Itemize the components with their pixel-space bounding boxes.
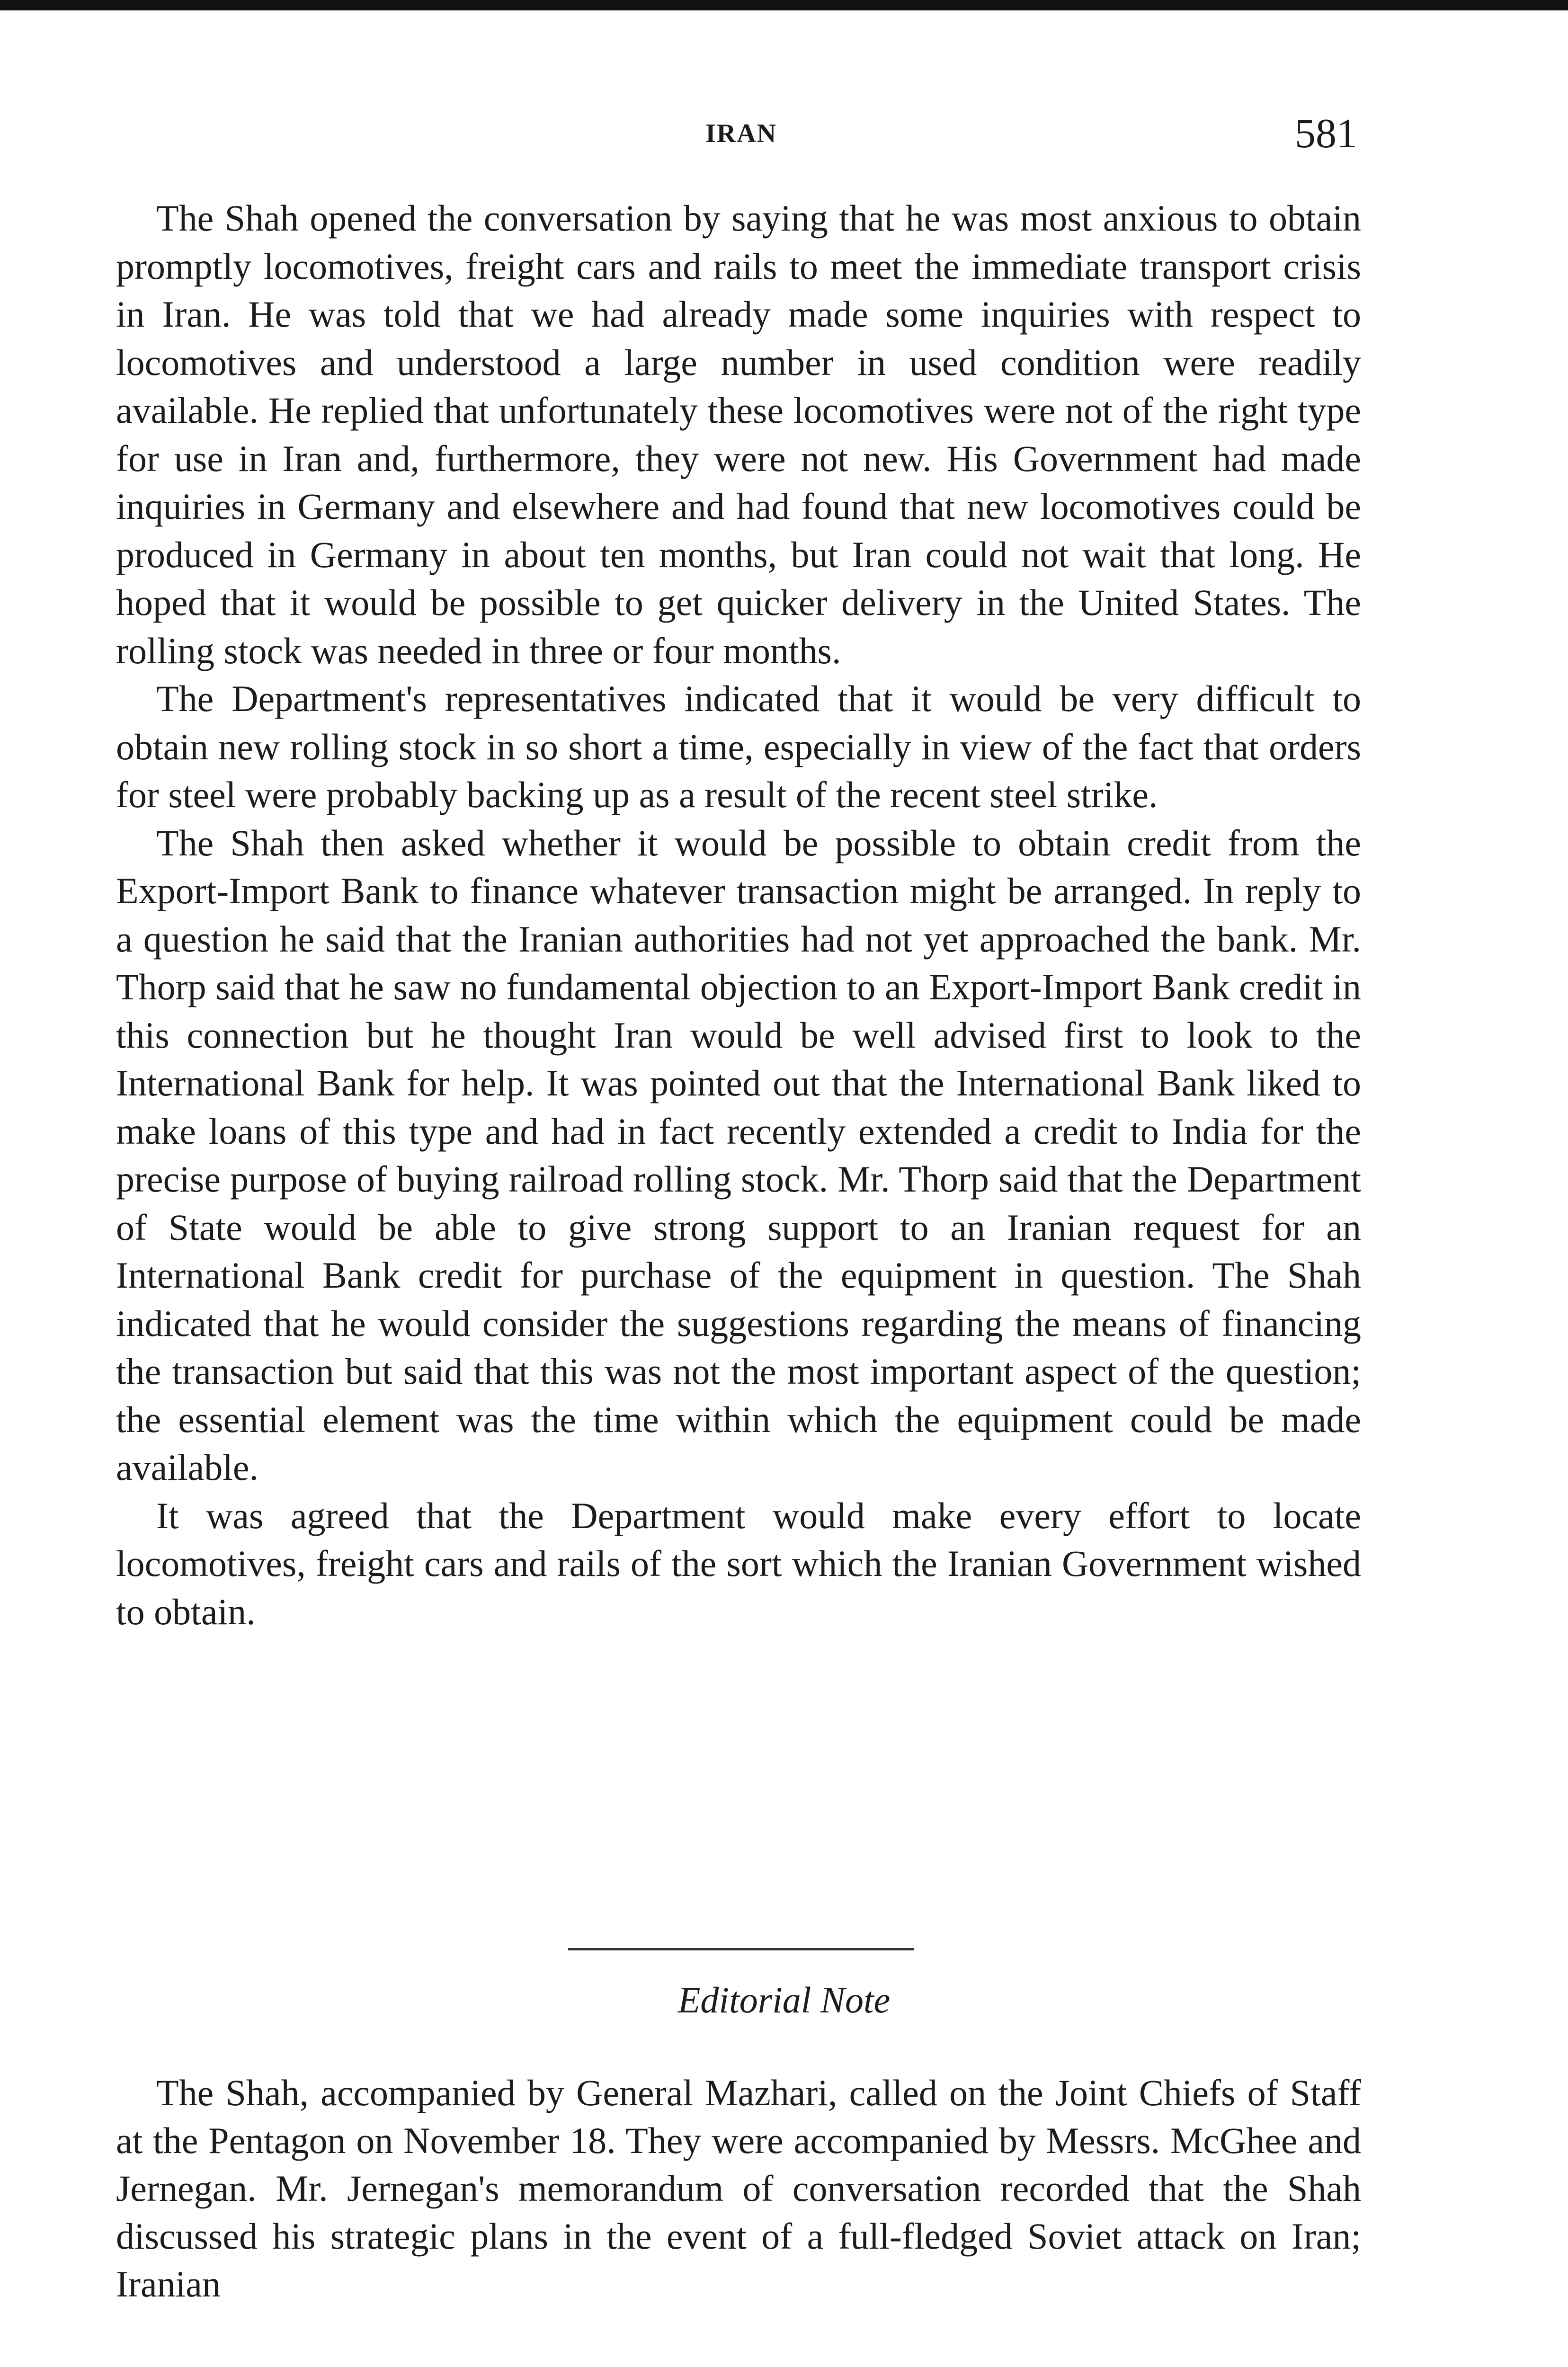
main-text xyxy=(116,194,1361,1636)
body-paragraph: The Shah opened the conversation by saying that he was most anxious to obtain promptly locomotives, freight cars and rails to meet the immediate transport crisis in Iran. He was told that we had already made some inquiries with respect to locomotives and understood a large number in used condition were readily available. He replied that unfortunately these locomotives were not of the right type for use in Iran and, furthermore, they were not new. His Government had made inquiries in Germany and elsewhere and had found that new locomotives could be produced in Germany in about ten months, but Iran could not wait that long. He hoped that it would be possible to get quicker delivery in the United States. The rolling stock was needed in three or four months. xyxy=(116,197,1361,671)
editorial-paragraph: The Shah, accompanied by General Mazhari, called on the Joint Chiefs of Staff at the Pentagon on November 18. They were accompanied by Messrs. McGhee and Jernegan. Mr. Jernegan's memorandum of conversation recorded that the Shah discussed his strategic plans in the event of a full-fledged Soviet attack on Iran; Iranian xyxy=(116,2072,1361,2305)
page-number: 581 xyxy=(1295,111,1357,157)
running-title: IRAN xyxy=(705,119,777,148)
section-divider xyxy=(568,1948,914,1950)
editorial-text xyxy=(116,2069,1361,2308)
top-border-rule xyxy=(0,0,1568,10)
body-paragraph: The Shah then asked whether it would be possible to obtain credit from the Export-Import Bank to finance whatever transaction might be arranged. In reply to a question he said that the Iranian authorities had not yet approached the bank. Mr. Thorp said that he saw no fundamental objection to an Export-Import Bank credit in this connection but he thought Iran would be well advised first to look to the International Bank for help. It was pointed out that the International Bank liked to make loans of this type and had in fact recently extended a credit to India for the precise purpose of buying railroad rolling stock. Mr. Thorp said that the Department of State would be able to give strong support to an Iranian request for an International Bank credit for purchase of the equipment in question. The Shah indicated that he would consider the suggestions regarding the means of financing the transaction but said that this was not the most important aspect of the question; the essential element was the time within which the equipment could be made available. xyxy=(116,822,1361,1488)
running-head xyxy=(0,104,1568,156)
body-paragraph: The Department's representatives indicated that it would be very difficult to obtain new rolling stock in so short a time, especially in view of the fact that orders for steel were probably backing up as a result of the recent steel strike. xyxy=(116,678,1361,815)
editorial-note-heading: Editorial Note xyxy=(677,1979,891,2020)
body-paragraph: It was agreed that the Department would make every effort to locate locomotives, freight cars and rails of the sort which the Iranian Government wished to obtain. xyxy=(116,1495,1361,1632)
